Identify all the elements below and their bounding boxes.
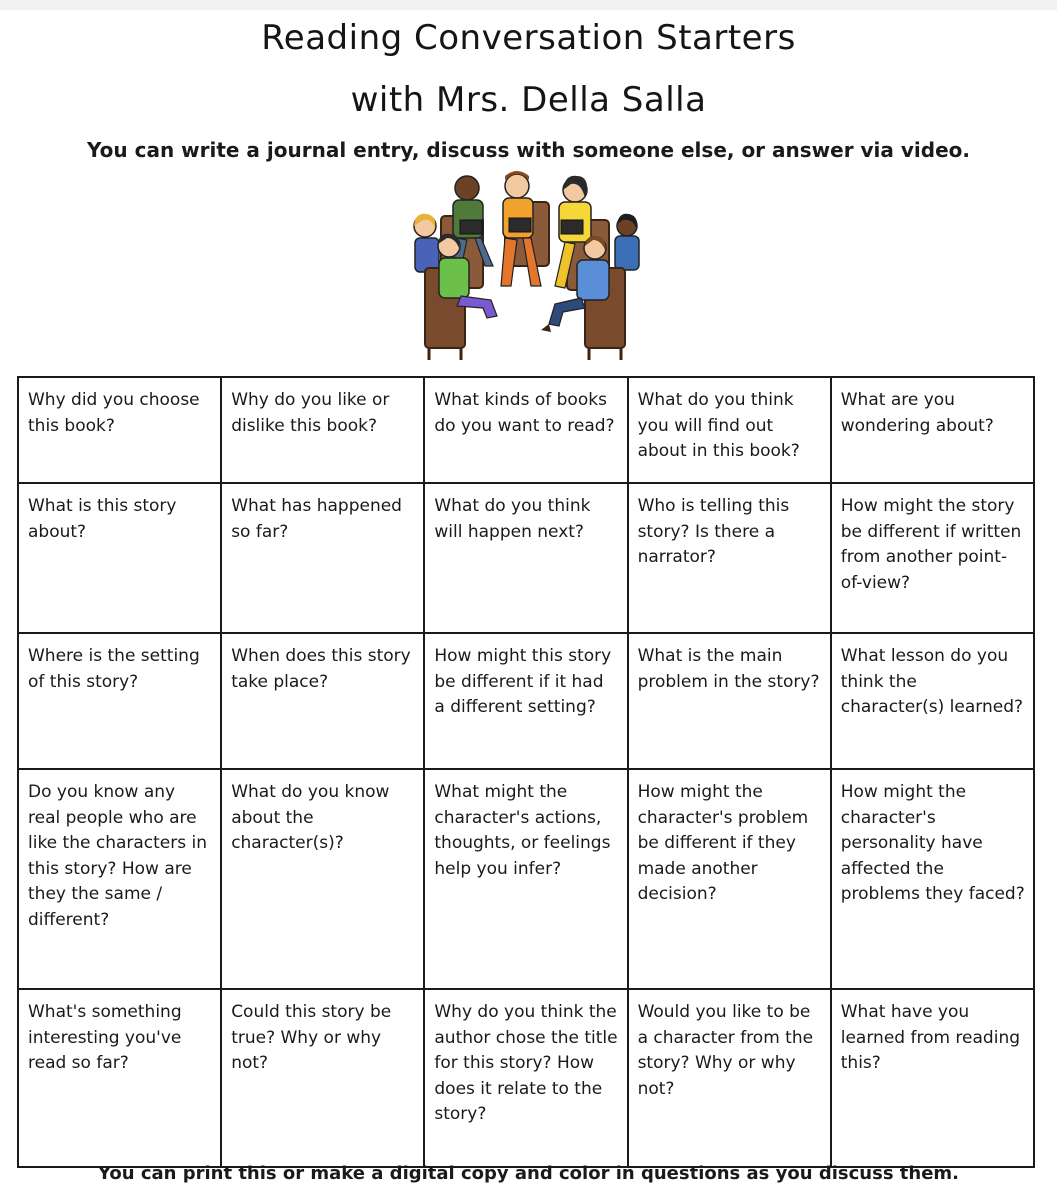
question-cell[interactable]: Do you know any real people who are like the characters in this story? How are they the same / different? [18,769,221,989]
grid-row [18,989,1034,1167]
grid-row [18,633,1034,769]
reading-group-illustration-icon [405,168,645,363]
question-cell[interactable]: What's something interesting you've read so far? [18,989,221,1167]
grid-row [18,377,1034,483]
question-cell[interactable]: What is the main problem in the story? [628,633,831,769]
question-cell[interactable]: What do you know about the character(s)? [221,769,424,989]
question-cell[interactable]: What is this story about? [18,483,221,633]
question-cell[interactable]: How might the story be different if written from another point-of-view? [831,483,1034,633]
question-cell[interactable]: Why do you think the author chose the title for this story? How does it relate to the story? [424,989,627,1167]
question-cell[interactable]: What kinds of books do you want to read? [424,377,627,483]
question-cell[interactable]: How might the character's personality have affected the problems they faced? [831,769,1034,989]
question-cell[interactable]: How might this story be different if it had a different setting? [424,633,627,769]
footer-note: You can print this or make a digital copy and color in questions as you discuss them. [97,1163,960,1184]
question-cell[interactable]: Who is telling this story? Is there a narrator? [628,483,831,633]
question-cell[interactable]: Where is the setting of this story? [18,633,221,769]
top-strip [0,0,1057,10]
page-subtitle: You can write a journal entry, discuss with someone else, or answer via video. [87,138,970,162]
question-cell[interactable]: When does this story take place? [221,633,424,769]
question-cell[interactable]: Why do you like or dislike this book? [221,377,424,483]
question-cell[interactable]: What do you think will happen next? [424,483,627,633]
questions-grid [17,376,1035,1168]
grid-row [18,483,1034,633]
question-cell[interactable]: What have you learned from reading this? [831,989,1034,1167]
question-cell[interactable]: What might the character's actions, thoughts, or feelings help you infer? [424,769,627,989]
question-cell[interactable]: Would you like to be a character from the story? Why or why not? [628,989,831,1167]
question-cell[interactable]: Why did you choose this book? [18,377,221,483]
question-cell[interactable]: What lesson do you think the character(s) learned? [831,633,1034,769]
question-cell[interactable]: What do you think you will find out about in this book? [628,377,831,483]
question-cell[interactable]: Could this story be true? Why or why not? [221,989,424,1167]
question-cell[interactable]: How might the character's problem be different if they made another decision? [628,769,831,989]
page-title-line1: Reading Conversation Starters [261,18,796,58]
page-title-line2: with Mrs. Della Salla [350,80,707,120]
question-cell[interactable]: What are you wondering about? [831,377,1034,483]
grid-row [18,769,1034,989]
question-cell[interactable]: What has happened so far? [221,483,424,633]
